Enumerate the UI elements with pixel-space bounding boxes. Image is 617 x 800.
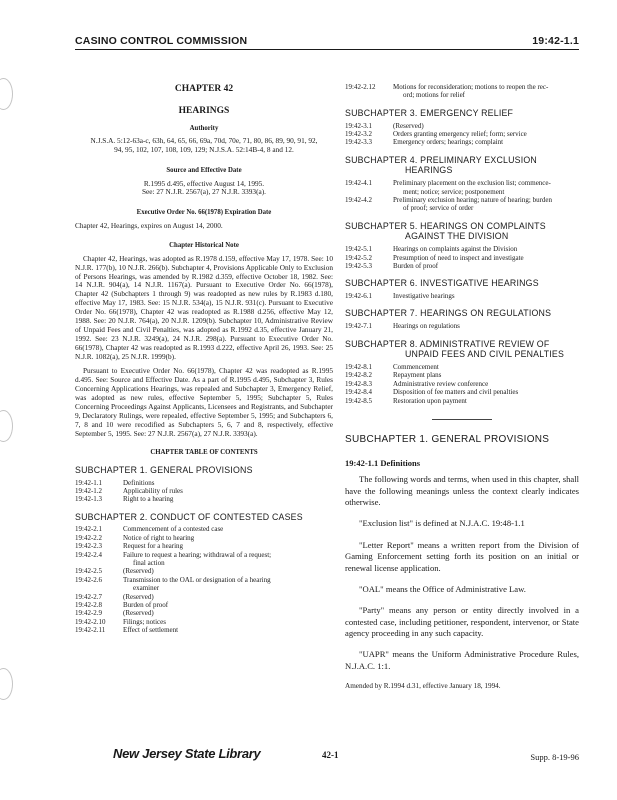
source-line-1: R.1995 d.495, effective August 14, 1995. <box>143 178 265 188</box>
right-column <box>345 83 579 691</box>
definition-paragraph: "Letter Report" means a written report from the Division of Gaming Enforcement setting forth its position on an initial or renewal license application. <box>345 539 579 573</box>
definitions-heading: 19:42-1.1 Definitions <box>345 458 421 469</box>
toc-item: 19:42-2.5 (Reserved) <box>75 567 154 576</box>
expiration-text: Chapter 42, Hearings, expires on August 14, 2000. <box>75 220 223 230</box>
toc-item: 19:42-2.1 Commencement of a contested case <box>75 525 224 534</box>
toc-item: 19:42-2.3 Request for a hearing <box>75 542 184 551</box>
toc-item: 19:42-8.2 Repayment plans <box>345 371 442 380</box>
toc-item: 19:42-8.1 Commencement <box>345 362 439 371</box>
toc-subchapter-4-title: SUBCHAPTER 4. PRELIMINARY EXCLUSION HEARINGS <box>345 154 537 176</box>
toc-item: 19:42-2.12 Motions for reconsideration; motions to reopen the rec- ord; motions for relief <box>345 83 549 100</box>
toc-item: 19:42-7.1 Hearings on regulations <box>345 322 460 331</box>
toc-item: 19:42-2.9 (Reserved) <box>75 609 154 618</box>
page-number: 42-1 <box>322 750 339 760</box>
toc-subchapter-3-title: SUBCHAPTER 3. EMERGENCY RELIEF <box>345 107 514 118</box>
toc-item: 19:42-4.1 Preliminary placement on the exclusion list; commence- ment; notice; service; postponement <box>345 179 551 196</box>
toc-subchapter-1-list <box>75 479 333 504</box>
toc-subchapter-5-title: SUBCHAPTER 5. HEARINGS ON COMPLAINTS AGAINST THE DIVISION <box>345 220 546 242</box>
toc-item: 19:42-2.11 Effect of settlement <box>75 626 179 635</box>
toc-item: 19:42-1.3 Right to a hearing <box>75 495 174 504</box>
toc-item: 19:42-1.1 Definitions <box>75 478 155 487</box>
toc-item: 19:42-5.1 Hearings on complaints against the Division <box>345 245 518 254</box>
toc-item: 19:42-3.3 Emergency orders; hearings; complaint <box>345 138 504 147</box>
definition-paragraph: "OAL" means the Office of Administrative Law. <box>359 583 526 594</box>
definition-paragraph: The following words and terms, when used in this chapter, shall have the following meanings unless the context clearly indicates otherwise. <box>345 474 579 508</box>
punch-hole <box>0 78 13 110</box>
definition-paragraph: "UAPR" means the Uniform Administrative Procedure Rules, N.J.A.C. 1:1. <box>345 649 579 671</box>
library-stamp: New Jersey State Library <box>113 746 261 761</box>
toc-item: 19:42-2.7 (Reserved) <box>75 592 154 601</box>
toc-item: 19:42-2.6 Transmission to the OAL or designation of a hearing examiner <box>75 575 271 593</box>
toc-item: 19:42-8.4 Disposition of fee matters and civil penalties <box>345 388 519 397</box>
left-column <box>75 74 333 635</box>
toc-item: 19:42-8.5 Restoration upon payment <box>345 396 467 405</box>
chapter-title: HEARINGS <box>178 105 230 116</box>
section-divider <box>432 419 492 420</box>
toc-item: 19:42-1.2 Applicability of rules <box>75 486 183 495</box>
history-paragraph-1: Chapter 42, Hearings, was adopted as R.1978 d.159, effective May 17, 1978. See: 10 N.J.R. 177(b), 10 N.J.R. 266(b). Subchapter 4, Provisions Applicable Only to Exclusion of Persons Hearings, was amended by R.1982 d.359, effective October 18, 1982. See: 14 N.J.R. 904(a), 14 N.J.R. 1167(a). Pursuant to Executive Order No. 66(1978), Chapter 42 (Subchapters 1 through 9) was readopted as new rules by R.1983 d.180, effective May 17, 1983. See: 15 N.J.R. 534(a), 15 N.J.R. 931(c). Pursuant to Executive Order No. 66(1978), Chapter 42 was readopted as R.1988 d.256, effective May 12, 1988. See: 20 N.J.R. 764(a), 20 N.J.R. 1209(b). Subchapter 10, Administrative Review of Unpaid Fees and Civil Penalties, was adopted as R.1992 d.35, effective January 21, 1992. See: 23 N.J.R. 3249(a), 24 N.J.R. 298(a). Pursuant to Executive Order No. 66(1978), Chapter 42 was readopted as R.1993 d.222, effective April 26, 1993. See: 25 N.J.R. 1082(a), 25 N.J.R. 1999(b). <box>75 253 333 361</box>
toc-item: 19:42-6.1 Investigative hearings <box>345 292 455 300</box>
toc-subchapter-2-title: SUBCHAPTER 2. CONDUCT OF CONTESTED CASES <box>75 511 303 522</box>
source-line-2: See: 27 N.J.R. 2567(a), 27 N.J.R. 3393(a). <box>141 187 267 197</box>
authority-text: N.J.S.A. 5:12-63a-c, 63h, 64, 65, 66, 69a, 70d, 70e, 71, 80, 86, 89, 90, 91, 92, 94, 95, 102, 107, 108, 109, 129; N.J.S.A. 52:14B-4, 8 and 12. <box>90 136 318 155</box>
toc-item: 19:42-3.2 Orders granting emergency relief; form; service <box>345 129 527 138</box>
toc-item: 19:42-4.2 Preliminary exclusion hearing; nature of hearing; burden of proof; service of order <box>345 195 553 213</box>
toc-subchapter-7-title: SUBCHAPTER 7. HEARINGS ON REGULATIONS <box>345 308 552 319</box>
history-heading: Chapter Historical Note <box>169 242 239 250</box>
header-section: 19:42-1.1 <box>532 35 579 47</box>
punch-hole <box>0 668 13 700</box>
toc-subchapter-2-list <box>75 525 333 634</box>
toc-subchapter-6-title: SUBCHAPTER 6. INVESTIGATIVE HEARINGS <box>345 278 539 289</box>
amendment-note: Amended by R.1994 d.31, effective January 18, 1994. <box>345 681 501 690</box>
authority-heading: Authority <box>189 125 219 133</box>
expiration-heading: Executive Order No. 66(1978) Expiration Date <box>136 209 272 217</box>
supplement-date: Supp. 8-19-96 <box>530 752 579 762</box>
body-subchapter-title: SUBCHAPTER 1. GENERAL PROVISIONS <box>345 433 550 445</box>
toc-item: 19:42-8.3 Administrative review conference <box>345 379 489 388</box>
definition-paragraph: "Exclusion list" is defined at N.J.A.C. 19:48-1.1 <box>359 518 525 529</box>
toc-item: 19:42-3.1 (Reserved) <box>345 121 424 130</box>
toc-subchapter-1-title: SUBCHAPTER 1. GENERAL PROVISIONS <box>75 464 253 475</box>
running-head <box>75 35 579 50</box>
toc-subchapter-8-title: SUBCHAPTER 8. ADMINISTRATIVE REVIEW OF UNPAID FEES AND CIVIL PENALTIES <box>345 338 565 360</box>
toc-item: 19:42-5.2 Presumption of need to inspect and investigate <box>345 253 524 262</box>
chapter-number: CHAPTER 42 <box>174 84 234 94</box>
toc-item: 19:42-5.3 Burden of proof <box>345 261 439 270</box>
toc-item: 19:42-2.4 Failure to request a hearing; withdrawal of a request; final action <box>75 550 272 567</box>
toc-item: 19:42-2.8 Burden of proof <box>75 600 169 609</box>
definition-paragraph: "Party" means any person or entity directly involved in a contested case, including petitioner, respondent, intervenor, or State agency proceeding in any such capacity. <box>345 605 579 638</box>
source-heading: Source and Effective Date <box>166 167 242 175</box>
toc-heading: CHAPTER TABLE OF CONTENTS <box>150 448 258 456</box>
history-paragraph-2: Pursuant to Executive Order No. 66(1978), Chapter 42 was readopted as R.1995 d.495. See: Source and Effective Date. As a part of R.1995 d.495, Subchapter 3, Rules Concerning Applications Hearings, was repealed and Subchapter 3, Emergency Relief, was adopted as new rules, effective September 5, 1995; Subchapter 5, Rules Concerning Proceedings Against Applicants, Licensees and Registrants, and Subchapter 9, Declaratory Rulings, were repealed, effective September 5, 1995; and Subchapters 6, 7, 8 and 10 were recodified as Subchapters 5, 6, 7 and 8, respectively, effective September 5, 1995. See: 27 N.J.R. 2567(a), 27 N.J.R. 3393(a). <box>75 366 333 438</box>
header-agency: CASINO CONTROL COMMISSION <box>75 35 248 47</box>
punch-hole <box>0 410 13 442</box>
toc-item: 19:42-2.2 Notice of right to hearing <box>75 533 195 542</box>
toc-item: 19:42-2.10 Filings; notices <box>75 617 166 626</box>
